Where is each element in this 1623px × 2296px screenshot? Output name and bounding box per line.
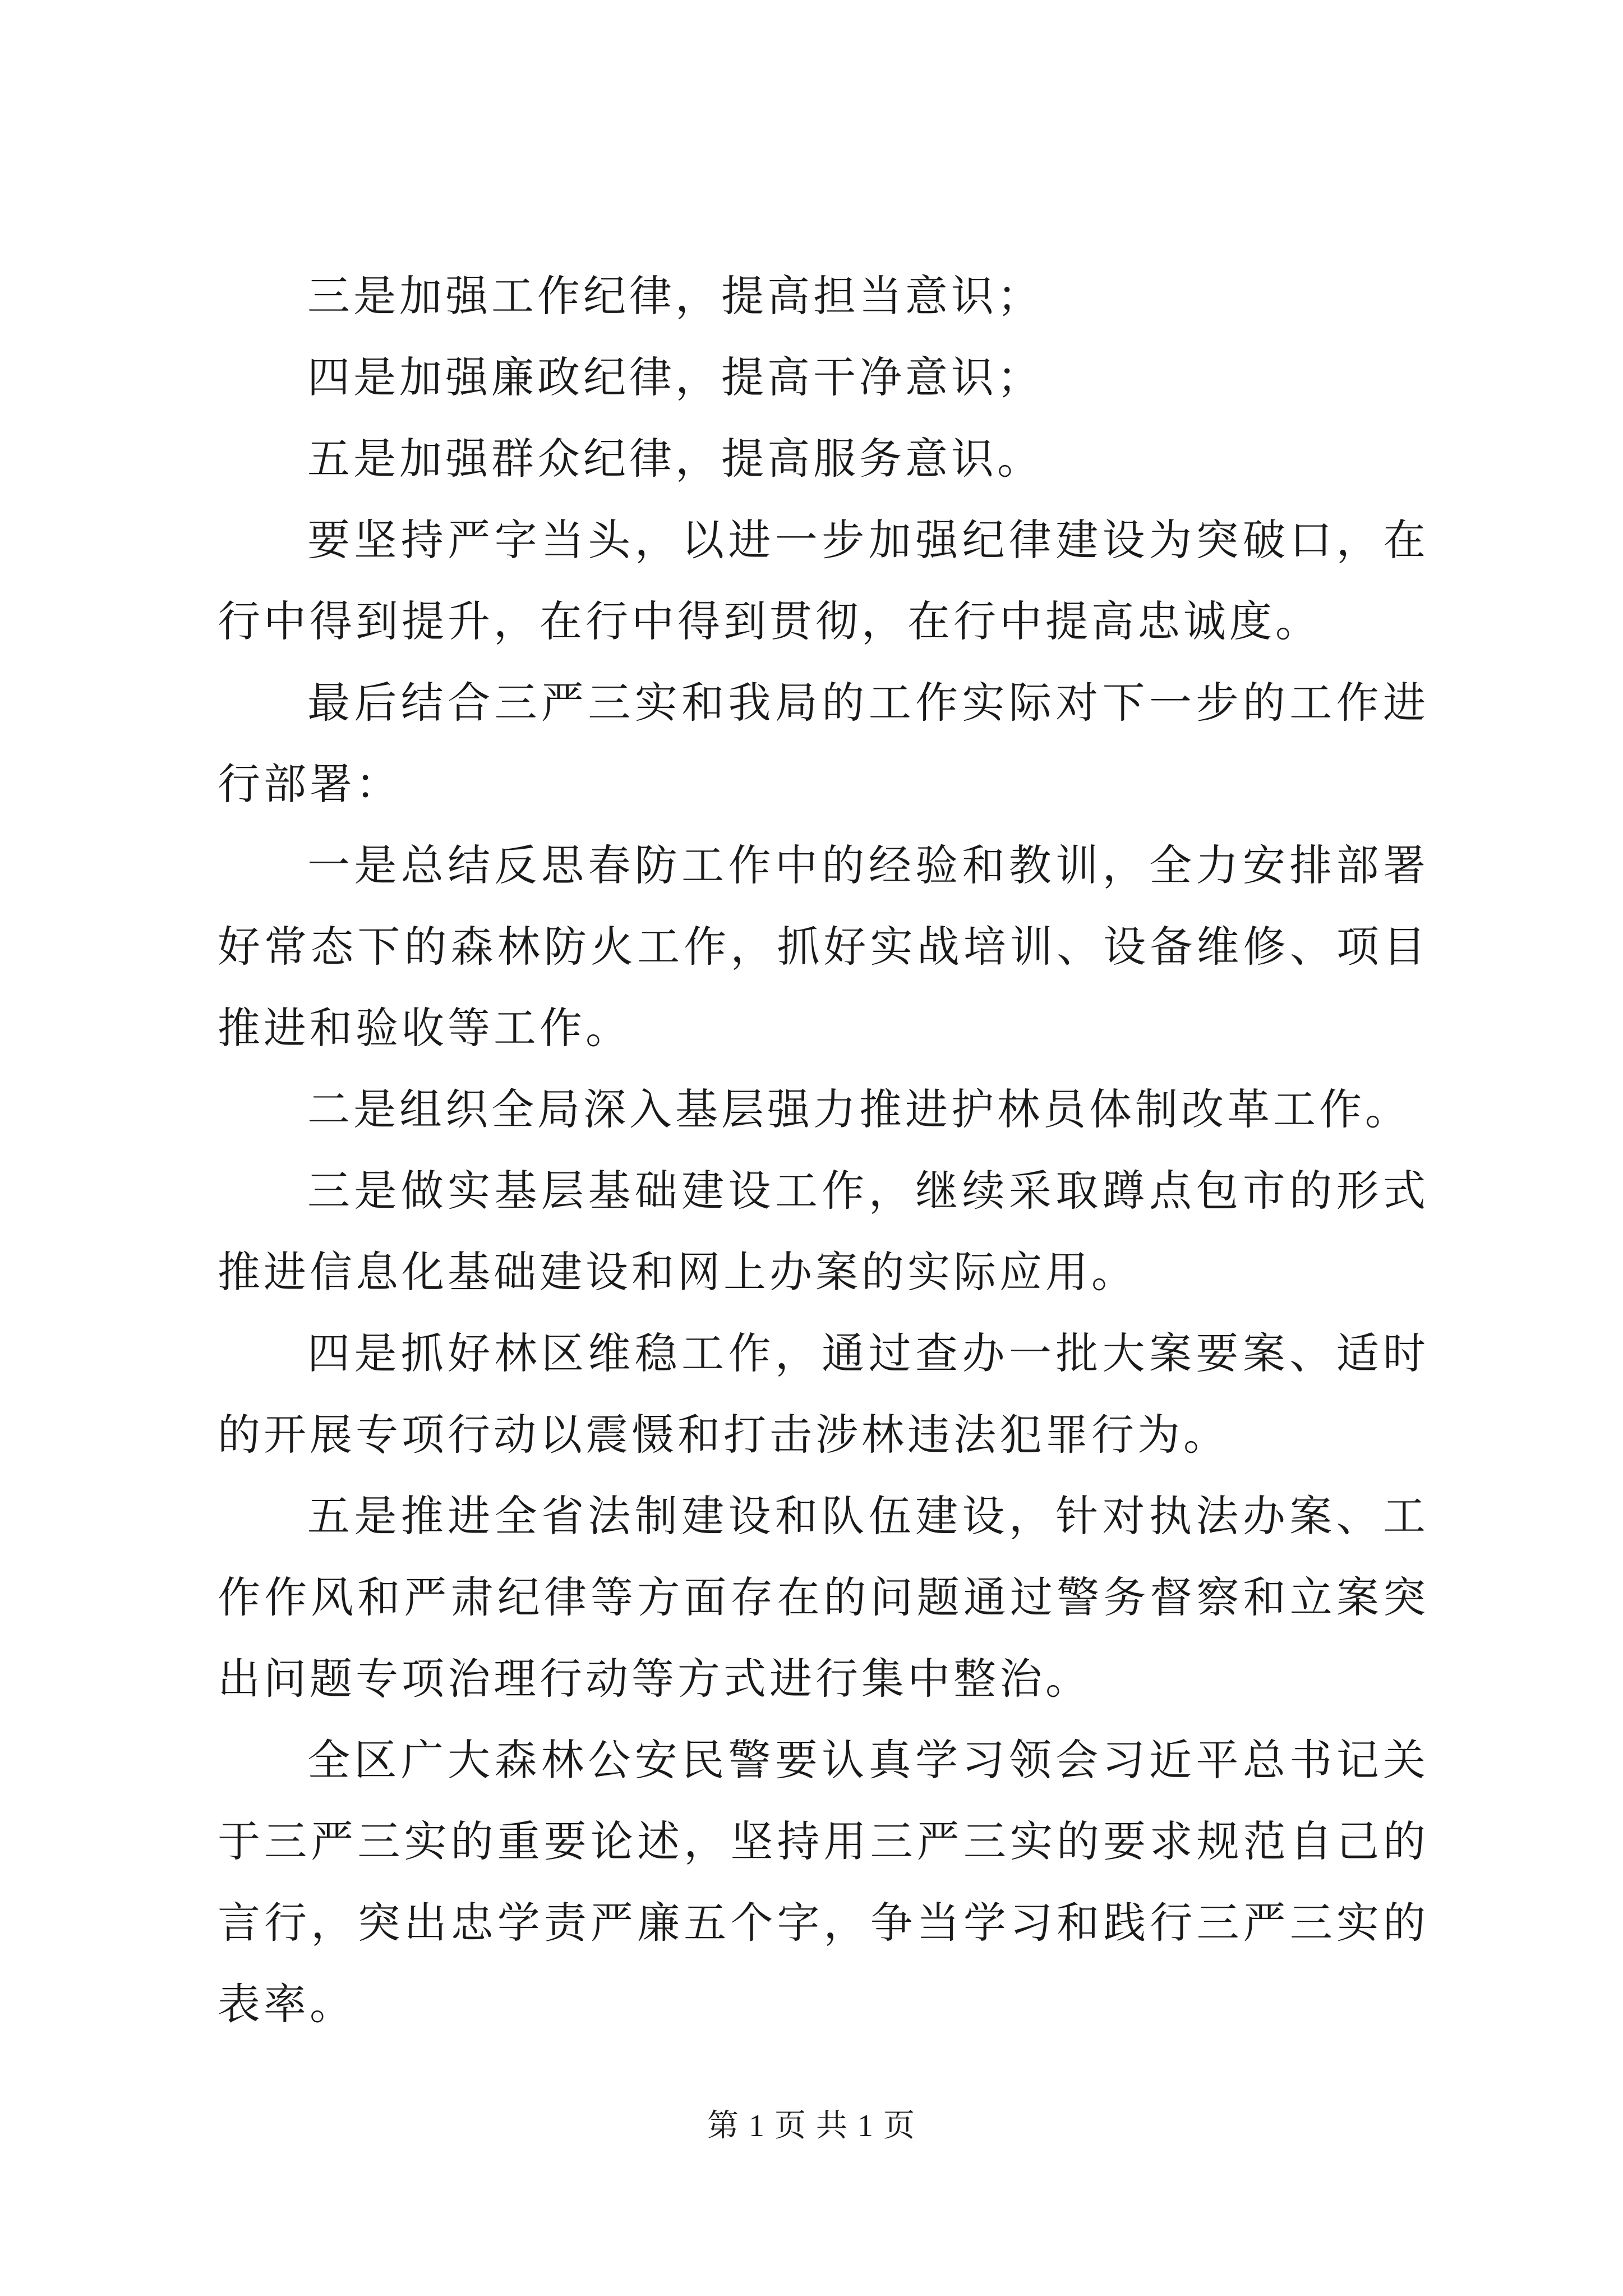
paragraph-1: 三是加强工作纪律，提高担当意识； <box>307 271 1043 321</box>
paragraph-8: 三是做实基层基础建设工作，继续采取蹲点包市的形式推进信息化基础建设和网上办案的实际应用。 <box>218 1166 1429 1297</box>
paragraph-11: 全区广大森林公安民警要认真学习领会习近平总书记关于三严三实的重要论述，坚持用三严三实的要求规范自己的言行，突出忠学责严廉五个字，争当学习和践行三严三实的表率。 <box>218 1735 1429 2029</box>
page-footer: 第 1 页 共 1 页 <box>707 2109 916 2143</box>
paragraph-6: 一是总结反思春防工作中的经验和教训，全力安排部署好常态下的森林防火工作，抓好实战培训、设备维修、项目推进和验收等工作。 <box>218 840 1429 1053</box>
paragraph-9: 四是抓好林区维稳工作，通过查办一批大案要案、适时的开展专项行动以震慑和打击涉林违法犯罪行为。 <box>218 1328 1429 1460</box>
paragraph-10: 五是推进全省法制建设和队伍建设，针对执法办案、工作作风和严肃纪律等方面存在的问题通过警务督察和立案突出问题专项治理行动等方式进行集中整治。 <box>218 1491 1429 1704</box>
paragraph-2: 四是加强廉政纪律，提高干净意识； <box>307 352 1043 402</box>
document-body <box>218 255 1429 2045</box>
paragraph-5: 最后结合三严三实和我局的工作实际对下一步的工作进行部署： <box>218 678 1429 809</box>
paragraph-4: 要坚持严字当头，以进一步加强纪律建设为突破口，在行中得到提升，在行中得到贯彻，在行中提高忠诚度。 <box>218 515 1429 646</box>
paragraph-7: 二是组织全局深入基层强力推进护林员体制改革工作。 <box>307 1084 1411 1134</box>
paragraph-3: 五是加强群众纪律，提高服务意识。 <box>307 434 1043 484</box>
